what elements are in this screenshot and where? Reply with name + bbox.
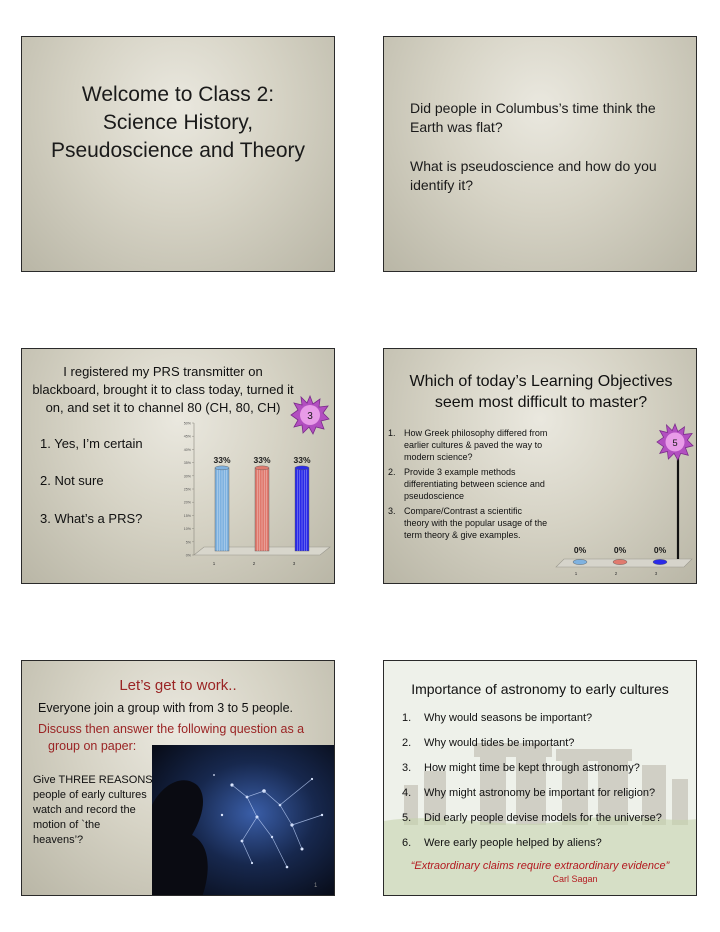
question-number: 2. <box>402 737 412 749</box>
slide-astronomy-importance[interactable] <box>383 660 697 896</box>
question-text: Were early people helped by aliens? <box>424 837 602 849</box>
question-number: 5. <box>402 812 412 824</box>
slide-questions[interactable] <box>383 36 697 272</box>
option-3: 3. What’s a PRS? <box>40 511 143 526</box>
bar-data-label: 0% <box>653 545 667 555</box>
objectives-list <box>388 427 548 544</box>
y-tick-label: 15% <box>183 513 191 518</box>
slide-title <box>22 81 334 165</box>
bar-cap <box>295 466 309 470</box>
astronomy-question <box>402 837 682 849</box>
astronomy-question <box>402 712 682 724</box>
bar <box>613 559 627 564</box>
bar <box>255 466 269 551</box>
y-tick-label: 40% <box>183 447 191 452</box>
y-tick-label: 30% <box>183 474 191 479</box>
question-number: 3. <box>402 762 412 774</box>
question-number: 1. <box>402 712 412 724</box>
poll-bar-chart <box>172 417 334 577</box>
question-number: 4. <box>402 787 412 799</box>
objective-number: 3. <box>388 506 396 516</box>
astronomy-question <box>402 737 682 749</box>
bar-data-label: 33% <box>213 454 231 465</box>
discuss-instruction: Discuss then answer the following question as a <box>38 722 305 736</box>
question-pseudoscience: What is pseudoscience and how do you identify it? <box>410 158 657 193</box>
y-tick-label: 0% <box>185 553 191 558</box>
objective-number: 1. <box>388 428 396 438</box>
question-number: 6. <box>402 837 412 849</box>
quote-author: Carl Sagan <box>552 874 598 884</box>
x-tick-label: 1 <box>212 561 216 566</box>
objectives-count-badge <box>656 423 694 461</box>
y-tick-label: 10% <box>183 527 191 532</box>
objective-item <box>388 466 548 502</box>
bar-data-label: 0% <box>573 545 587 555</box>
objectives-title: Which of today’s Learning Objectives seem most difficult to master? <box>409 373 673 411</box>
page-number: 1 <box>314 883 318 889</box>
bar-data-label: 33% <box>293 454 311 465</box>
option-2: 2. Not sure <box>40 473 104 488</box>
slide-learning-objectives[interactable] <box>383 348 697 584</box>
objective-item <box>388 427 548 463</box>
question-text: Why would tides be important? <box>424 737 575 749</box>
title-line-3: Pseudoscience and Theory <box>50 139 306 162</box>
bar-data-label: 33% <box>253 454 271 465</box>
objective-text: How Greek philosophy differed from earlier cultures & paved the way to modern science? <box>404 428 548 462</box>
y-tick-label: 25% <box>183 487 191 492</box>
title-line-2: Science History, <box>102 111 254 134</box>
x-tick-label: 2 <box>614 571 618 576</box>
bar <box>653 559 667 564</box>
reasons-question: Give THREE REASONS people of early cultures watch and record the motion of `the heavens’? <box>33 774 153 846</box>
astronomy-title: Importance of astronomy to early cultures <box>411 681 669 697</box>
title-line-1: Welcome to Class 2: <box>81 83 275 106</box>
objective-text: Compare/Contrast a scientific theory with the popular usage of the term theory & give examples. <box>404 506 548 540</box>
sagan-quote: “Extraordinary claims require extraordinary evidence” <box>410 860 670 872</box>
constellation-image <box>152 745 335 896</box>
group-instruction: Everyone join a group with from 3 to 5 people. <box>38 701 294 715</box>
poll-question: I registered my PRS transmitter on blackboard, brought it to class today, turned it on, and set it to channel 80 (CH, 80, CH) <box>32 364 294 415</box>
question-text: Why might astronomy be important for religion? <box>424 787 656 799</box>
astronomy-question <box>402 762 682 774</box>
y-tick-label: 35% <box>183 461 191 466</box>
bar <box>215 466 229 551</box>
bar <box>295 466 309 551</box>
y-tick-label: 45% <box>183 434 191 439</box>
bar <box>573 559 587 564</box>
badge-value: 3 <box>307 411 313 422</box>
question-text: Why would seasons be important? <box>424 712 593 724</box>
x-tick-label: 3 <box>292 561 296 566</box>
question-text: How might time be kept through astronomy? <box>424 762 640 774</box>
bar-cap <box>215 466 229 470</box>
x-tick-label: 3 <box>654 571 658 576</box>
slide-prs-poll[interactable] <box>21 348 335 584</box>
astronomy-question <box>402 812 682 824</box>
x-tick-label: 2 <box>252 561 256 566</box>
x-tick-label: 1 <box>574 571 578 576</box>
discuss-instruction-cont: group on paper: <box>48 739 137 753</box>
objective-number: 2. <box>388 467 396 477</box>
objective-text: Provide 3 example methods differentiating between science and pseudoscience <box>404 467 545 501</box>
slide-welcome[interactable] <box>21 36 335 272</box>
y-tick-label: 20% <box>183 500 191 505</box>
y-tick-label: 50% <box>183 421 191 426</box>
bar-cap <box>255 466 269 470</box>
badge-value: 5 <box>672 437 678 449</box>
astronomy-question <box>402 787 682 799</box>
slide-group-work[interactable] <box>21 660 335 896</box>
option-1: 1. Yes, I’m certain <box>40 436 143 451</box>
objective-item <box>388 505 548 541</box>
bar-data-label: 0% <box>613 545 627 555</box>
y-tick-label: 5% <box>185 540 191 545</box>
question-columbus: Did people in Columbus’s time think the Earth was flat? <box>410 100 656 135</box>
question-text: Did early people devise models for the universe? <box>424 812 662 824</box>
group-work-title: Let’s get to work.. <box>119 677 237 694</box>
